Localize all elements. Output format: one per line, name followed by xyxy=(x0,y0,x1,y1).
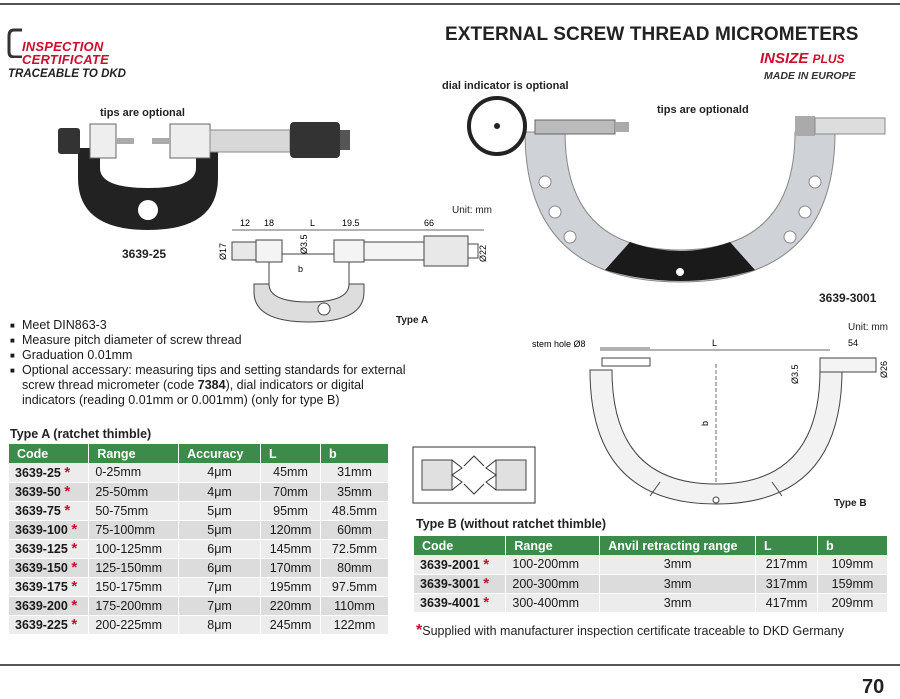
col-header: Code xyxy=(414,536,506,555)
table-cell: 6μm xyxy=(179,539,261,558)
code-text: 3639-75 xyxy=(15,504,61,518)
dim-d22: Ø22 xyxy=(478,244,488,262)
table-cell: 75-100mm xyxy=(89,520,179,539)
table-cell: 317mm xyxy=(756,574,818,593)
table-cell: 72.5mm xyxy=(321,539,389,558)
model-b-label: 3639-3001 xyxy=(819,291,877,305)
feature-item: ■ Meet DIN863-3 xyxy=(10,318,420,333)
inspection-certificate-logo xyxy=(6,26,136,78)
cert-line-1: INSPECTION xyxy=(22,39,104,54)
cert-line-2: CERTIFICATE xyxy=(22,52,109,67)
col-header: b xyxy=(818,536,888,555)
certificate-star: * xyxy=(64,502,71,519)
type-a-label: Type A xyxy=(396,315,429,326)
certificate-star: * xyxy=(483,575,490,592)
dim-d3-5: Ø3.5 xyxy=(299,234,309,254)
table-cell: 100-200mm xyxy=(506,555,600,574)
dim-19-5: 19.5 xyxy=(342,218,360,228)
table-cell: 80mm xyxy=(321,558,389,577)
table-cell: 125-150mm xyxy=(89,558,179,577)
footnote xyxy=(416,622,844,640)
code-cell xyxy=(9,539,89,558)
table-cell: 145mm xyxy=(261,539,321,558)
col-header: Accuracy xyxy=(179,444,261,463)
code-cell xyxy=(9,558,89,577)
code-cell xyxy=(9,520,89,539)
code-cell xyxy=(9,577,89,596)
table-cell: 5μm xyxy=(179,501,261,520)
table-cell: 122mm xyxy=(321,615,389,634)
code-text: 3639-200 xyxy=(15,599,68,613)
col-header: Anvil retracting range xyxy=(600,536,756,555)
table-cell: 3mm xyxy=(600,574,756,593)
made-in-label: MADE IN EUROPE xyxy=(764,70,856,82)
table-row xyxy=(9,463,389,482)
code-cell xyxy=(9,596,89,615)
feature-item xyxy=(10,363,420,408)
brand-name: INSIZE xyxy=(760,50,809,67)
code-text: 3639-2001 xyxy=(420,557,480,572)
certificate-star: * xyxy=(71,597,78,614)
type-a-drawing xyxy=(214,214,494,324)
micrometer-b-photo xyxy=(455,92,895,312)
unit-b-label: Unit: mm xyxy=(848,322,888,333)
certificate-star: * xyxy=(71,540,78,557)
code-cell xyxy=(9,482,89,501)
col-header: L xyxy=(261,444,321,463)
code-text: 3639-4001 xyxy=(420,596,480,610)
table-cell: 35mm xyxy=(321,482,389,501)
table-cell: 4μm xyxy=(179,482,261,501)
table-cell: 195mm xyxy=(261,577,321,596)
dim-12: 12 xyxy=(240,218,251,228)
table-cell: 220mm xyxy=(261,596,321,615)
dim-b: b xyxy=(298,264,304,274)
features-list xyxy=(10,318,420,408)
dim-18: 18 xyxy=(264,218,275,228)
table-cell: 70mm xyxy=(261,482,321,501)
certificate-star: * xyxy=(483,555,490,573)
certificate-star: * xyxy=(71,559,78,576)
code-text: 3639-25 xyxy=(15,465,61,480)
table-cell: 95mm xyxy=(261,501,321,520)
table-cell: 110mm xyxy=(321,596,389,615)
certificate-star: * xyxy=(71,616,78,633)
type-b-table-title: Type B (without ratchet thimble) xyxy=(416,517,607,531)
table-cell: 417mm xyxy=(756,593,818,612)
col-header: L xyxy=(756,536,818,555)
tips-optional-label: tips are optional xyxy=(100,107,185,119)
col-header: Code xyxy=(9,444,89,463)
table-row xyxy=(9,596,389,615)
feature-4-pre: Optional accessary: measuring tips and setting standards for external screw thread micrometer (code xyxy=(22,363,406,392)
certificate-star: * xyxy=(71,521,78,538)
code-text: 3639-125 xyxy=(15,542,68,556)
table-row xyxy=(9,501,389,520)
code-cell xyxy=(414,593,506,612)
table-cell: 8μm xyxy=(179,615,261,634)
table-cell: 150-175mm xyxy=(89,577,179,596)
footnote-text: Supplied with manufacturer inspection certificate traceable to DKD Germany xyxy=(422,624,844,638)
code-text: 3639-150 xyxy=(15,561,68,575)
top-rule xyxy=(0,3,900,5)
code-cell xyxy=(414,555,506,574)
brand-logo xyxy=(760,50,845,67)
col-header: Range xyxy=(89,444,179,463)
table-cell: 7μm xyxy=(179,596,261,615)
stem-hole-label: stem hole Ø8 xyxy=(532,339,586,349)
table-cell: 60mm xyxy=(321,520,389,539)
tips-optionald-label: tips are optionald xyxy=(657,104,749,116)
code-text: 3639-3001 xyxy=(420,577,480,591)
table-cell: 3mm xyxy=(600,593,756,612)
thread-detail-inset xyxy=(412,446,536,504)
table-cell: 100-125mm xyxy=(89,539,179,558)
col-header: b xyxy=(321,444,389,463)
table-cell: 6μm xyxy=(179,558,261,577)
page-title: EXTERNAL SCREW THREAD MICROMETERS xyxy=(445,24,859,45)
table-cell: 3mm xyxy=(600,555,756,574)
table-cell: 245mm xyxy=(261,615,321,634)
table-cell: 120mm xyxy=(261,520,321,539)
brand-suffix: PLUS xyxy=(812,52,845,66)
cert-line-3: TRACEABLE TO DKD xyxy=(8,68,126,80)
table-row xyxy=(414,555,888,574)
table-row xyxy=(9,482,389,501)
code-cell xyxy=(9,501,89,520)
table-cell: 4μm xyxy=(179,463,261,482)
footnote-star: * xyxy=(416,622,423,639)
dim-L-b: L xyxy=(712,338,718,348)
table-cell: 175-200mm xyxy=(89,596,179,615)
model-a-label: 3639-25 xyxy=(122,247,167,261)
feature-4-code: 7384 xyxy=(197,378,226,392)
type-b-table xyxy=(414,536,888,613)
type-a-table-title: Type A (ratchet thimble) xyxy=(10,427,152,441)
page-number: 70 xyxy=(862,676,885,698)
table-cell: 300-400mm xyxy=(506,593,600,612)
table-cell: 159mm xyxy=(818,574,888,593)
dim-b-b: b xyxy=(700,420,710,426)
certificate-star: * xyxy=(71,578,78,595)
code-text: 3639-225 xyxy=(15,618,68,632)
table-row xyxy=(9,615,389,634)
table-cell: 48.5mm xyxy=(321,501,389,520)
table-cell: 109mm xyxy=(818,555,888,574)
unit-a-label: Unit: mm xyxy=(452,205,492,216)
table-cell: 45mm xyxy=(261,463,321,482)
table-cell: 5μm xyxy=(179,520,261,539)
code-cell xyxy=(9,463,89,482)
table-cell: 170mm xyxy=(261,558,321,577)
type-b-drawing xyxy=(530,334,895,514)
code-text: 3639-100 xyxy=(15,523,68,537)
col-header: Range xyxy=(506,536,600,555)
feature-item: ■ Measure pitch diameter of screw thread xyxy=(10,333,420,348)
certificate-star: * xyxy=(483,594,490,611)
feature-4-post: ), dial indicators or digital indicators (reading 0.01mm or 0.001mm) (only for type B) xyxy=(22,378,364,407)
dim-d17: Ø17 xyxy=(218,242,228,260)
table-row xyxy=(9,520,389,539)
certificate-star: * xyxy=(64,463,71,481)
table-cell: 200-300mm xyxy=(506,574,600,593)
table-row xyxy=(9,539,389,558)
dim-d26: Ø26 xyxy=(879,360,889,378)
table-cell: 217mm xyxy=(756,555,818,574)
table-row xyxy=(9,558,389,577)
code-cell xyxy=(9,615,89,634)
table-cell: 7μm xyxy=(179,577,261,596)
table-cell: 200-225mm xyxy=(89,615,179,634)
bottom-rule xyxy=(0,664,900,666)
table-cell: 31mm xyxy=(321,463,389,482)
dial-optional-label: dial indicator is optional xyxy=(442,80,569,92)
code-text: 3639-175 xyxy=(15,580,68,594)
table-row xyxy=(414,593,888,612)
dim-L: L xyxy=(310,218,316,228)
code-text: 3639-50 xyxy=(15,485,61,499)
table-cell: 209mm xyxy=(818,593,888,612)
code-cell xyxy=(414,574,506,593)
dim-66: 66 xyxy=(424,218,435,228)
table-cell: 0-25mm xyxy=(89,463,179,482)
table-cell: 50-75mm xyxy=(89,501,179,520)
dim-d3-5-b: Ø3.5 xyxy=(790,364,800,384)
dim-54: 54 xyxy=(848,338,859,348)
certificate-star: * xyxy=(64,483,71,500)
feature-item: ■ Graduation 0.01mm xyxy=(10,348,420,363)
type-b-label: Type B xyxy=(834,498,867,509)
table-cell: 97.5mm xyxy=(321,577,389,596)
table-row xyxy=(9,577,389,596)
type-a-table xyxy=(9,444,389,635)
table-row xyxy=(414,574,888,593)
table-cell: 25-50mm xyxy=(89,482,179,501)
